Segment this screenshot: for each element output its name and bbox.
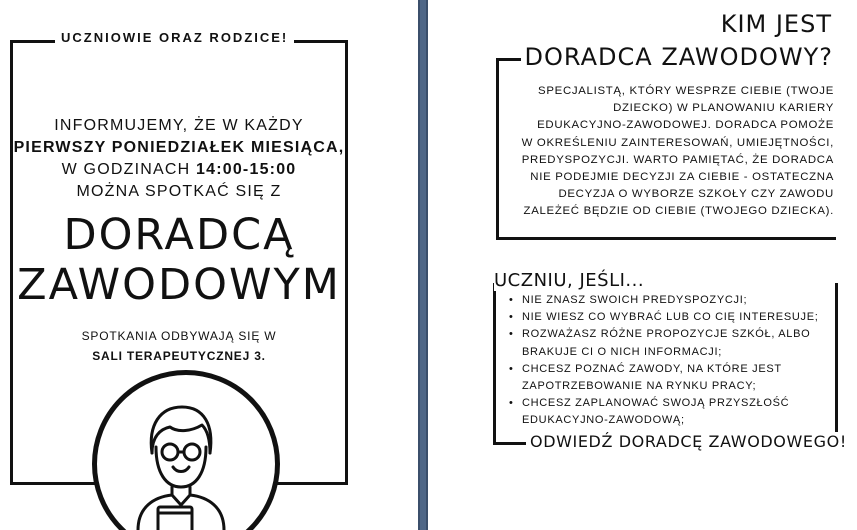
list-item: • NIE ZNASZ SWOICH PREDYSPOZYCJI;: [506, 292, 826, 309]
list-item: • NIE WIESZ CO WYBRAĆ LUB CO CIĘ INTERESUJE;: [506, 309, 826, 326]
info-line-1: INFORMUJEMY, ŻE W KAŻDY: [54, 117, 304, 134]
info-line-2: [10, 137, 348, 159]
info-line-2-bold: PIERWSZY PONIEDZIAŁEK MIESIĄCA,: [13, 139, 345, 156]
info-line-3: [10, 159, 348, 181]
description-line: PREDYSPOZYCJI. WARTO PAMIĘTAĆ, ŻE DORADCA: [521, 153, 834, 166]
heading-doradca-zawodowy: DORADCA ZAWODOWY?: [521, 43, 837, 71]
advisor-person-icon: [130, 395, 230, 530]
info-hours-value: 14:00-15:00: [196, 161, 297, 178]
meeting-room: SALI TERAPEUTYCZNEJ 3.: [92, 349, 266, 363]
meeting-line-2: [10, 346, 348, 366]
right-page: [428, 0, 857, 530]
left-page: [0, 0, 418, 530]
student-heading: UCZNIU, JEŚLI...: [494, 270, 648, 291]
description-line: DECYZJA O WYBORZE SZKOŁY CZY ZAWODU: [558, 188, 834, 201]
big-title-line-2: ZAWODOWYM: [17, 260, 341, 310]
description-line: EDUKACYJNO-ZAWODOWEJ. DORADCA POMOŻE: [537, 119, 834, 132]
description-line: NIE PODEJMIE DECYZJI ZA CIEBIE - OSTATECZNA: [530, 171, 834, 184]
heading-kim-jest: KIM JEST: [720, 10, 832, 38]
info-line-4: MOŻNA SPOTKAĆ SIĘ Z: [76, 183, 282, 200]
meeting-line-1: SPOTKANIA ODBYWAJĄ SIĘ W: [81, 329, 277, 343]
call-to-action: ODWIEDŹ DORADCĘ ZAWODOWEGO!: [526, 432, 851, 451]
info-hours-prefix: W GODZINACH: [61, 161, 197, 178]
frame-title: UCZNIOWIE ORAZ RODZICE!: [55, 30, 294, 45]
list-item: • ROZWAŻASZ RÓŻNE PROPOZYCJE SZKÓŁ, ALBO BRAKUJE CI O NICH INFORMACJI;: [506, 326, 826, 360]
conditions-list: [506, 292, 826, 430]
big-title-line-1: DORADCĄ: [63, 210, 295, 260]
description-line: SPECJALISTĄ, KTÓRY WESPRZE CIEBIE (TWOJE: [538, 85, 834, 97]
description-line: DZIECKO) W PLANOWANIU KARIERY: [613, 102, 834, 115]
description-line: W OKREŚLENIU ZAINTERESOWAŃ, UMIEJĘTNOŚCI,: [521, 136, 834, 149]
page-divider: [418, 0, 428, 530]
list-item: • CHCESZ ZAPLANOWAĆ SWOJĄ PRZYSZŁOŚĆ EDUKACYJNO-ZAWODOWĄ;: [506, 395, 826, 429]
list-item: • CHCESZ POZNAĆ ZAWODY, NA KTÓRE JEST ZAPOTRZEBOWANIE NA RYNKU PRACY;: [506, 361, 826, 395]
description-text: [506, 83, 834, 221]
description-line: ZALEŻEĆ BĘDZIE OD CIEBIE (TWOJEGO DZIECKA).: [523, 205, 834, 218]
